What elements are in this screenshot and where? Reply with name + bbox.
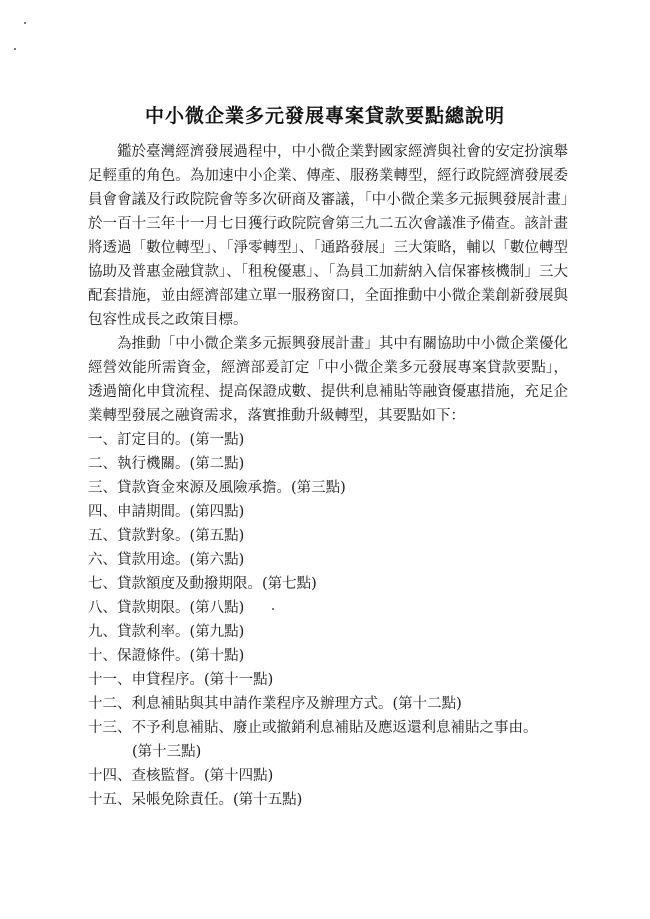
point-item: 十五、呆帳免除責任。(第十五點)	[88, 792, 303, 808]
point-item: 十三、不予利息補貼、廢止或撤銷利息補貼及應返還利息補貼之事由。	[88, 720, 538, 736]
point-item: 三、貸款資金來源及風險承擔。(第三點)	[88, 480, 346, 496]
point-item-continuation: (第十三點)	[132, 744, 202, 760]
purpose-paragraph: 為推動「中小微企業多元振興發展計畫」其中有關協助中小微企業優化經營效能所需資金，經濟部爰訂定「中小微企業多元發展專案貸款要點」，透過簡化申貸流程、提高保證成數、提供利息補貼等融資優惠措施，充足企業轉型發展之融資需求，落實推動升級轉型，其要點如下：	[88, 336, 568, 424]
scan-speck	[24, 22, 26, 24]
point-item: 十二、利息補貼與其申請作業程序及辦理方式。(第十二點)	[88, 696, 462, 712]
scan-speck	[14, 48, 16, 50]
point-item: 二、執行機關。(第二點)	[88, 456, 245, 472]
point-item: 十四、查核監督。(第十四點)	[88, 768, 274, 784]
point-item: 一、訂定目的。(第一點)	[88, 432, 245, 448]
point-item: 七、貸款額度及動撥期限。(第七點)	[88, 576, 317, 592]
point-item: 十一、申貸程序。(第十一點)	[88, 672, 274, 688]
point-item: 十、保證條件。(第十點)	[88, 648, 245, 664]
points-list	[88, 428, 568, 812]
document-title: 中小微企業多元發展專案貸款要點總說明	[144, 105, 505, 127]
point-item: 五、貸款對象。(第五點)	[88, 528, 245, 544]
point-item: 六、貸款用途。(第六點)	[88, 552, 245, 568]
point-item: 四、申請期間。(第四點)	[88, 504, 245, 520]
intro-paragraph: 鑑於臺灣經濟發展過程中，中小微企業對國家經濟與社會的安定扮演舉足輕重的角色。為加速中小企業、傳產、服務業轉型，經行政院經濟發展委員會會議及行政院院會等多次研商及審議，「中小微企業多元振興發展計畫」於一百十三年十一月七日獲行政院院會第三九二五次會議准予備查。該計畫將透過「數位轉型」、「淨零轉型」、「通路發展」三大策略，輔以「數位轉型協助及普惠金融貸款」、「租稅優惠」、「為員工加薪納入信保審核機制」三大配套措施，並由經濟部建立單一服務窗口，全面推動中小微企業創新發展與包容性成長之政策目標。	[88, 144, 568, 328]
point-item: 九、貸款利率。(第九點)	[88, 624, 245, 640]
point-item: 八、貸款期限。(第八點)	[88, 600, 245, 616]
